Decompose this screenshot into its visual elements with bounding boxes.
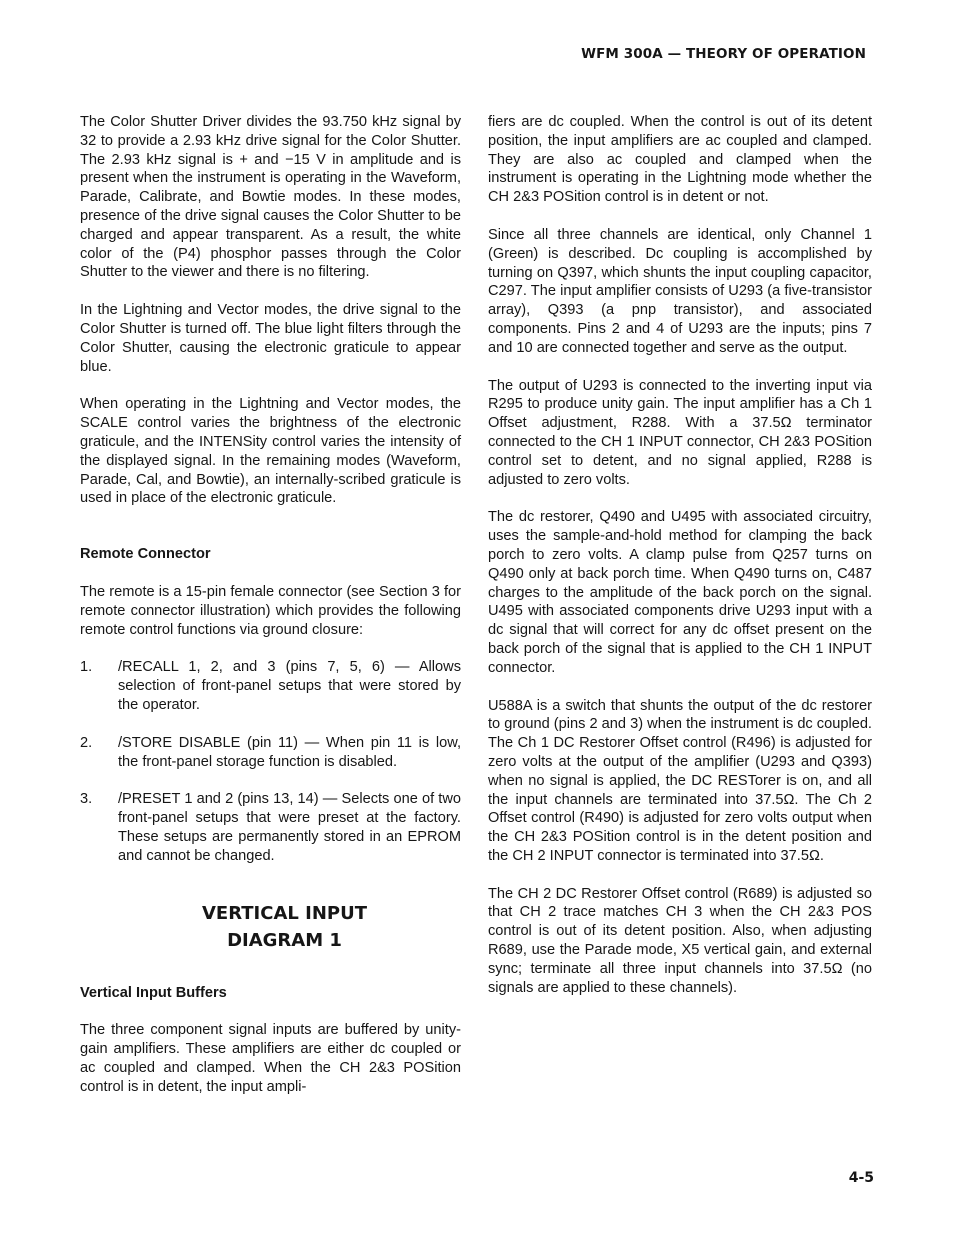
list-item-number: 2. xyxy=(80,734,93,751)
left-column xyxy=(80,113,461,1096)
paragraph-remote-intro: The remote is a 15-pin female connector (see Section 3 for remote connector illustration) which provides the following remote control functions via ground closure: xyxy=(80,583,461,638)
list-item xyxy=(80,658,461,714)
section-title-line-2: DIAGRAM 1 xyxy=(227,929,342,951)
paragraph-amplifier-coupling: fiers are dc coupled. When the control is out of its detent position, the input amplifiers are ac coupled and clamped. They are also ac coupled and clamped when the instrument is operating in the Lightning mode whether the CH 2&3 POSition control is in detent or not. xyxy=(488,114,872,206)
paragraph-u293-output: The output of U293 is connected to the inverting input via R295 to produce unity gain. The input amplifier has a Ch 1 Offset adjustment, R288. With a 37.5Ω terminator connected to the CH 1 INPUT connector, CH 2&3 POSition control set to detent, and no signal applied, R288 is adjusted to zero volts. xyxy=(488,377,872,488)
paragraph-channel-1: Since all three channels are identical, only Channel 1 (Green) is described. Dc coupling is accomplished by turning on Q397, which shunts the input coupling capacitor, C297. The input amplifier consists of U293 (a five-transistor array), Q393 (a pnp transistor), and associated components. Pins 2 and 4 of U293 are the inputs; pins 7 and 10 are connected together and serve as the output. xyxy=(488,226,872,356)
page-number: 4-5 xyxy=(848,1170,874,1186)
paragraph-ch2-offset: The CH 2 DC Restorer Offset control (R689) is adjusted so that CH 2 trace matches CH 3 when the CH 2&3 POS control is out of its detent position. Also, when adjusting R689, use the Parade mode, X5 vertical gain, and external sync; terminate all three input channels into 37.5Ω (no signals are applied to these channels). xyxy=(488,885,872,996)
list-item-text: /PRESET 1 and 2 (pins 13, 14) — Selects one of two front-panel setups that were preset at the factory. These setups are permanently stored in an EPROM and cannot be changed. xyxy=(118,791,461,864)
paragraph-scale-control: When operating in the Lightning and Vector modes, the SCALE control varies the brightness of the electronic graticule, and the INTENSity control varies the intensity of the displayed signal. In the remaining modes (Waveform, Parade, Cal, and Bowtie), an internally-scribed graticule is used in place of the electronic graticule. xyxy=(80,396,461,507)
list-item-number: 3. xyxy=(80,791,93,808)
paragraph-color-shutter-driver: The Color Shutter Driver divides the 93.750 kHz signal by 32 to provide a 2.93 kHz drive signal for the Color Shutter. The 2.93 kHz signal is + and −15 V in amplitude and is present when the instrument is operating in the Waveform, Parade, Calibrate, and Bowtie modes. In these modes, presence of the drive signal causes the Color Shutter to be charged and appear transparent. As a result, the white color of the (P4) phosphor passes through the Color Shutter to the viewer and there is no filtering. xyxy=(80,114,461,281)
list-item-text: /STORE DISABLE (pin 11) — When pin 11 is low, the front-panel storage function is disabled. xyxy=(118,734,461,770)
paragraph-lightning-vector: In the Lightning and Vector modes, the drive signal to the Color Shutter is turned off. The blue light filters through the Color Shutter, causing the electronic graticule to appear blue. xyxy=(80,302,461,375)
list-item-number: 1. xyxy=(80,659,93,676)
vertical-input-buffers-heading: Vertical Input Buffers xyxy=(80,984,227,1001)
right-column xyxy=(488,113,872,997)
remote-functions-list xyxy=(80,658,461,865)
remote-connector-heading: Remote Connector xyxy=(80,546,211,563)
list-item-text: /RECALL 1, 2, and 3 (pins 7, 5, 6) — Allows selection of front-panel setups that were stored by the operator. xyxy=(118,659,461,713)
paragraph-u588a: U588A is a switch that shunts the output of the dc restorer to ground (pins 2 and 3) when the instrument is dc coupled. The Ch 1 DC Restorer Offset control (R496) is adjusted for zero volts at the output of the amplifier (U293 and Q393) when no signal is applied, the DC RESTorer is on, and all the input channels are terminated into 37.5Ω. The Ch 2 Offset control (R490) is adjusted for zero volts output when the CH 2&3 POSition control is in the detent position and the CH 2 INPUT connector is terminated into 37.5Ω. xyxy=(488,697,872,864)
running-header: WFM 300A — THEORY OF OPERATION xyxy=(581,46,866,62)
list-item xyxy=(80,734,461,772)
paragraph-dc-restorer: The dc restorer, Q490 and U495 with associated circuitry, uses the sample-and-hold method for clamping the back porch to zero volts. A clamp pulse from Q257 turns on Q490 only at back porch time. When Q490 turns on, C487 charges to the amplitude of the back porch on the signal. U495 with associated components drive U293 input with a dc signal that will correct for any dc offset present on the back porch of the signal that is applied to the CH 1 INPUT connector. xyxy=(488,509,872,676)
section-title-line-1: VERTICAL INPUT xyxy=(202,902,367,924)
section-title xyxy=(80,900,461,954)
paragraph-input-buffers: The three component signal inputs are buffered by unity-gain amplifiers. These amplifiers are either dc coupled or ac coupled and clamped. When the CH 2&3 POSition control is in detent, the input ampli- xyxy=(80,1022,461,1095)
list-item xyxy=(80,790,461,865)
